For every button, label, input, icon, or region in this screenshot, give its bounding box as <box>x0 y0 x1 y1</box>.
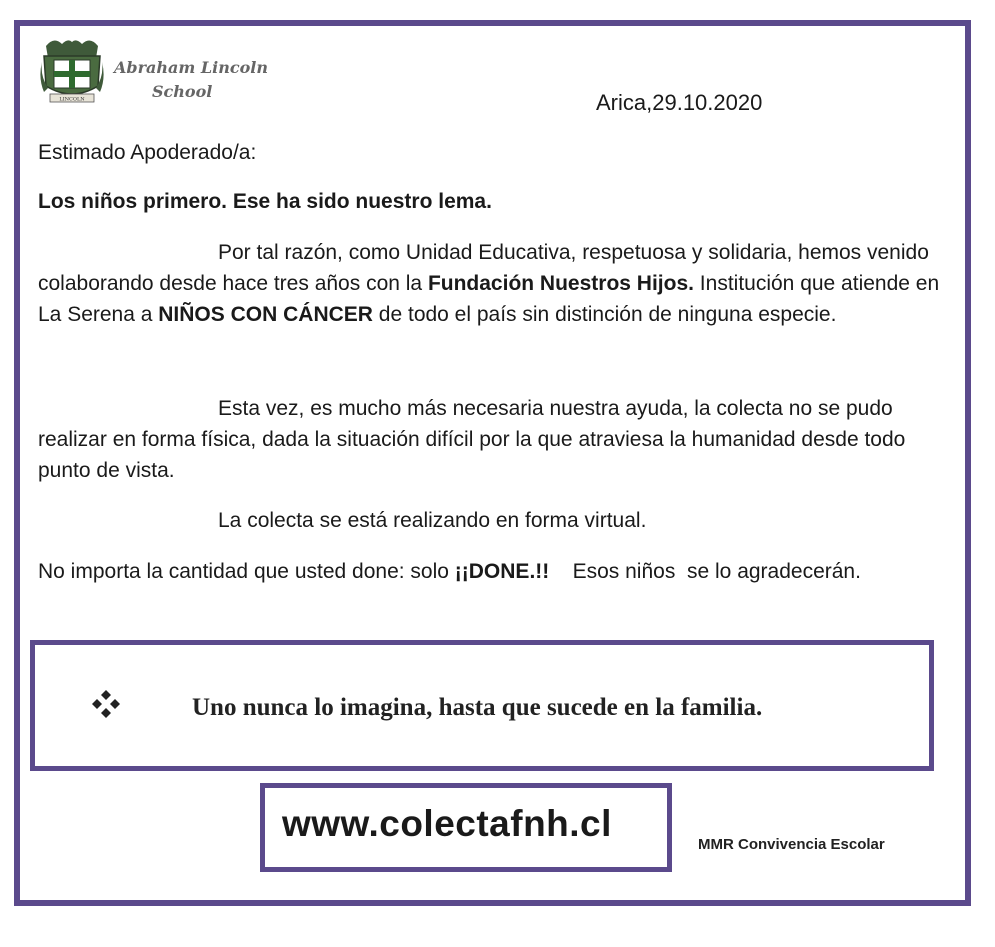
paragraph-need: Esta vez, es mucho más necesaria nuestra ayuda, la colecta no se pudo realizar en forma física, dada la situación difícil por la que atraviesa la humanidad desde todo punto de vista. <box>38 397 906 482</box>
school-name-line2: School <box>152 82 213 101</box>
foundation-name: Fundación Nuestros Hijos. <box>427 272 694 295</box>
diamond-bullet-icon <box>88 686 124 722</box>
para1-text-2: Institución que atiende en La Serena a <box>38 272 940 326</box>
motto: Los niños primero. Ese ha sido nuestro lema. <box>38 190 492 213</box>
greeting: Estimado Apoderado/a: <box>38 141 257 164</box>
school-name <box>114 56 284 104</box>
crest-label: LINCOLN <box>59 96 85 103</box>
signature: MMR Convivencia Escolar <box>698 836 885 853</box>
para4-text-2: Esos niños se lo agradecerán. <box>549 560 861 583</box>
school-crest-logo <box>40 36 104 104</box>
para4-text-1: No importa la cantidad que usted done: solo <box>38 560 455 583</box>
paragraph-virtual: La colecta se está realizando en forma virtual. <box>218 509 647 532</box>
donate-emphasis: ¡¡DONE.!! <box>454 560 550 583</box>
quote-text: Uno nunca lo imagina, hasta que sucede en la familia. <box>192 694 763 721</box>
letter-date: Arica,29.10.2020 <box>596 90 763 115</box>
school-name-line1: Abraham Lincoln <box>114 58 268 77</box>
para1-text-3: de todo el país sin distinción de ninguna especie. <box>372 303 837 326</box>
paragraph-donate <box>38 556 963 587</box>
paragraph-foundation <box>38 237 963 330</box>
para1-text-1: Por tal razón, como Unidad Educativa, respetuosa y solidaria, hemos venido colaborando desde hace tres años con la <box>38 241 929 295</box>
cancer-emphasis: NIÑOS CON CÁNCER <box>158 303 373 326</box>
donation-url[interactable]: www.colectafnh.cl <box>282 803 612 844</box>
